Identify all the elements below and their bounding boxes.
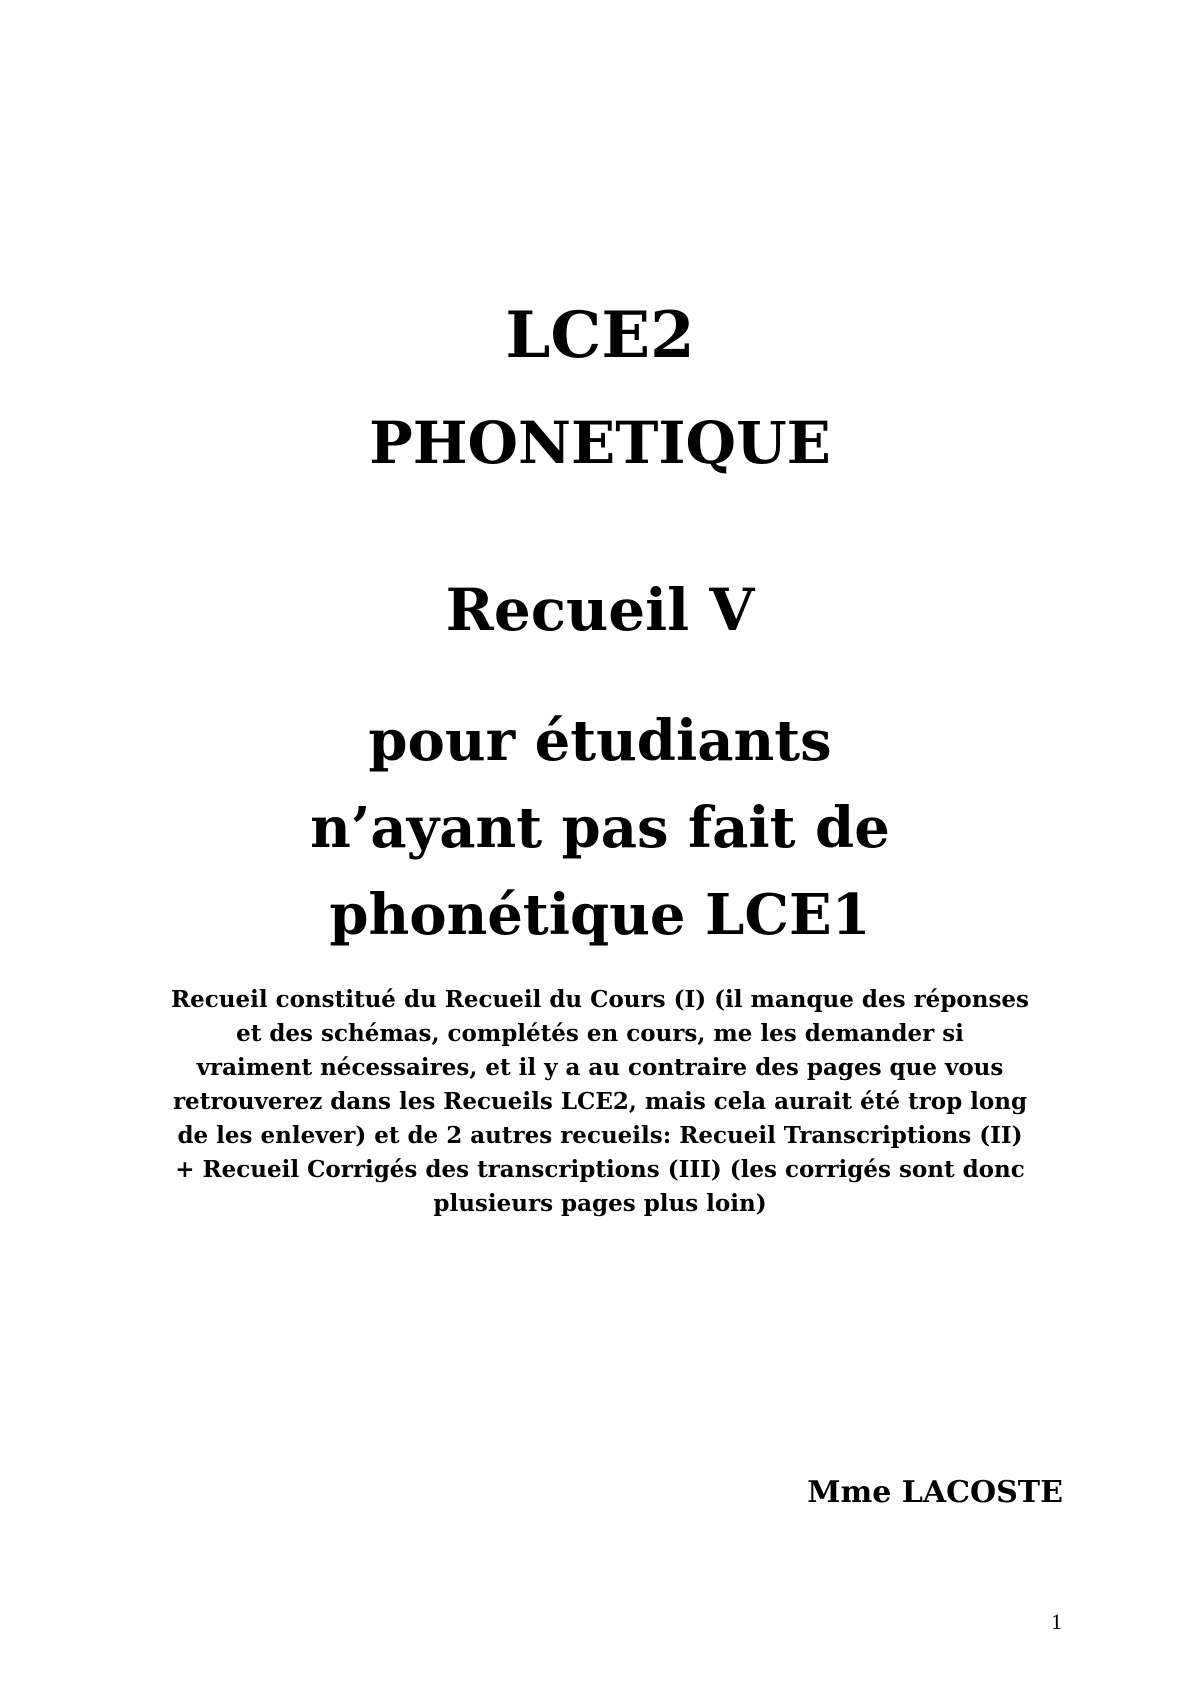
description-line: de les enlever) et de 2 autres recueils: Recueil Transcriptions (II) [177, 1122, 1023, 1149]
description-line: plusieurs pages plus loin) [433, 1190, 767, 1217]
description-paragraph [140, 983, 1060, 1221]
description-line: vraiment nécessaires, et il y a au contraire des pages que vous [196, 1054, 1004, 1081]
subtitle-line: phonétique LCE1 [329, 882, 871, 948]
title-course-code: LCE2 [505, 298, 695, 373]
subtitle-line: n’ayant pas fait de [310, 795, 890, 861]
title-subject: PHONETIQUE [369, 409, 831, 477]
description-line: + Recueil Corrigés des transcriptions (III) (les corrigés sont donc [175, 1156, 1025, 1183]
description-line: Recueil constitué du Recueil du Cours (I) (il manque des réponses [170, 986, 1029, 1013]
subtitle-block [0, 698, 1200, 959]
subtitle-line: pour étudiants [368, 708, 832, 774]
title-collection: Recueil V [445, 576, 755, 644]
description-line: retrouverez dans les Recueils LCE2, mais cela aurait été trop long [172, 1088, 1028, 1115]
description-line: et des schémas, complétés en cours, me les demander si [236, 1020, 964, 1047]
page-number: 1 [1051, 1609, 1062, 1634]
author-name: Mme LACOSTE [807, 1475, 1063, 1510]
